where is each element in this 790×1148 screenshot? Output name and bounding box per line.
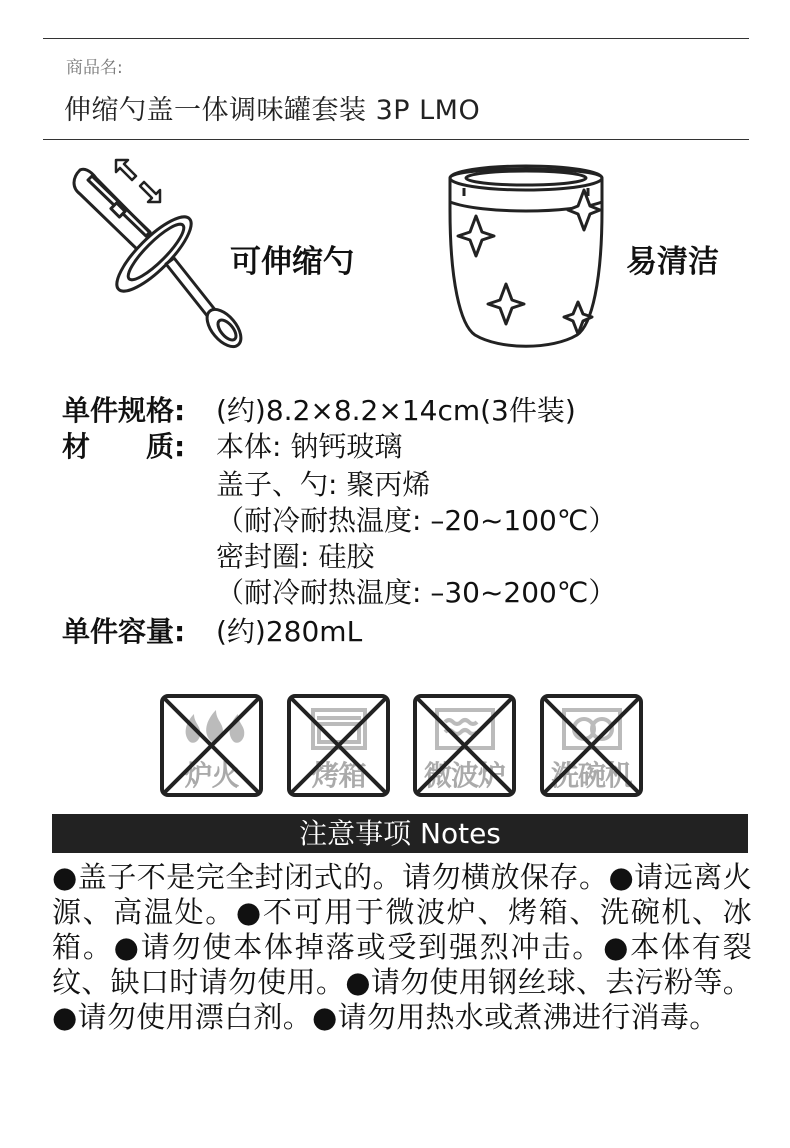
spec-capacity-key: 单件容量: bbox=[62, 615, 186, 648]
prohibited-icons bbox=[160, 694, 645, 801]
spec-material bbox=[62, 429, 402, 465]
spec-material-seal: 密封圈: 硅胶 bbox=[216, 540, 375, 573]
spec-capacity bbox=[62, 614, 362, 650]
spec-size-value: (约)8.2×8.2×14cm(3件装) bbox=[216, 394, 576, 427]
product-name: 伸缩勺盖一体调味罐套装 3P LMO bbox=[64, 95, 481, 126]
prohibited-cross-marks bbox=[160, 694, 645, 801]
spec-material-body: 本体: 钠钙玻璃 bbox=[216, 430, 403, 463]
notes-title: 注意事项 Notes bbox=[52, 814, 748, 853]
feature-retractable-spoon: 可伸缩勺 bbox=[230, 244, 354, 280]
spec-size-key: 单件规格: bbox=[62, 394, 186, 427]
spec-material-lid: 盖子、勺: 聚丙烯 bbox=[216, 468, 431, 501]
spec-capacity-value: (约)280mL bbox=[216, 615, 363, 648]
prohibited-dishwasher-label: 洗碗机 bbox=[550, 759, 632, 792]
notes-body: ●盖子不是完全封闭式的。请勿横放保存。●请远离火源、高温处。●不可用于微波炉、烤箱、洗碗机、冰箱。●请勿使本体掉落或受到强烈冲击。●本体有裂纹、缺口时请勿使用。●请勿使用钢丝球、去污粉等。●请勿使用漂白剂。●请勿用热水或煮沸进行消毒。 bbox=[52, 860, 752, 1034]
spec-material-key: 材 质: bbox=[62, 430, 186, 463]
jar-icon bbox=[442, 160, 610, 350]
product-name-label: 商品名: bbox=[66, 58, 123, 78]
prohibited-oven-label: 烤箱 bbox=[311, 759, 366, 792]
prohibited-microwave-label: 微波炉 bbox=[423, 759, 505, 792]
spec-size bbox=[62, 393, 576, 429]
prohibited-stove-label: 炉火 bbox=[184, 759, 239, 792]
feature-easy-clean: 易清洁 bbox=[626, 244, 719, 280]
spoon-icon bbox=[62, 152, 257, 352]
header-bottom-rule bbox=[43, 139, 749, 140]
top-rule bbox=[43, 38, 749, 39]
spec-material-seal-temp: （耐冷耐热温度: –30~200℃） bbox=[216, 576, 617, 609]
spec-material-lid-temp: （耐冷耐热温度: –20~100℃） bbox=[216, 504, 617, 537]
